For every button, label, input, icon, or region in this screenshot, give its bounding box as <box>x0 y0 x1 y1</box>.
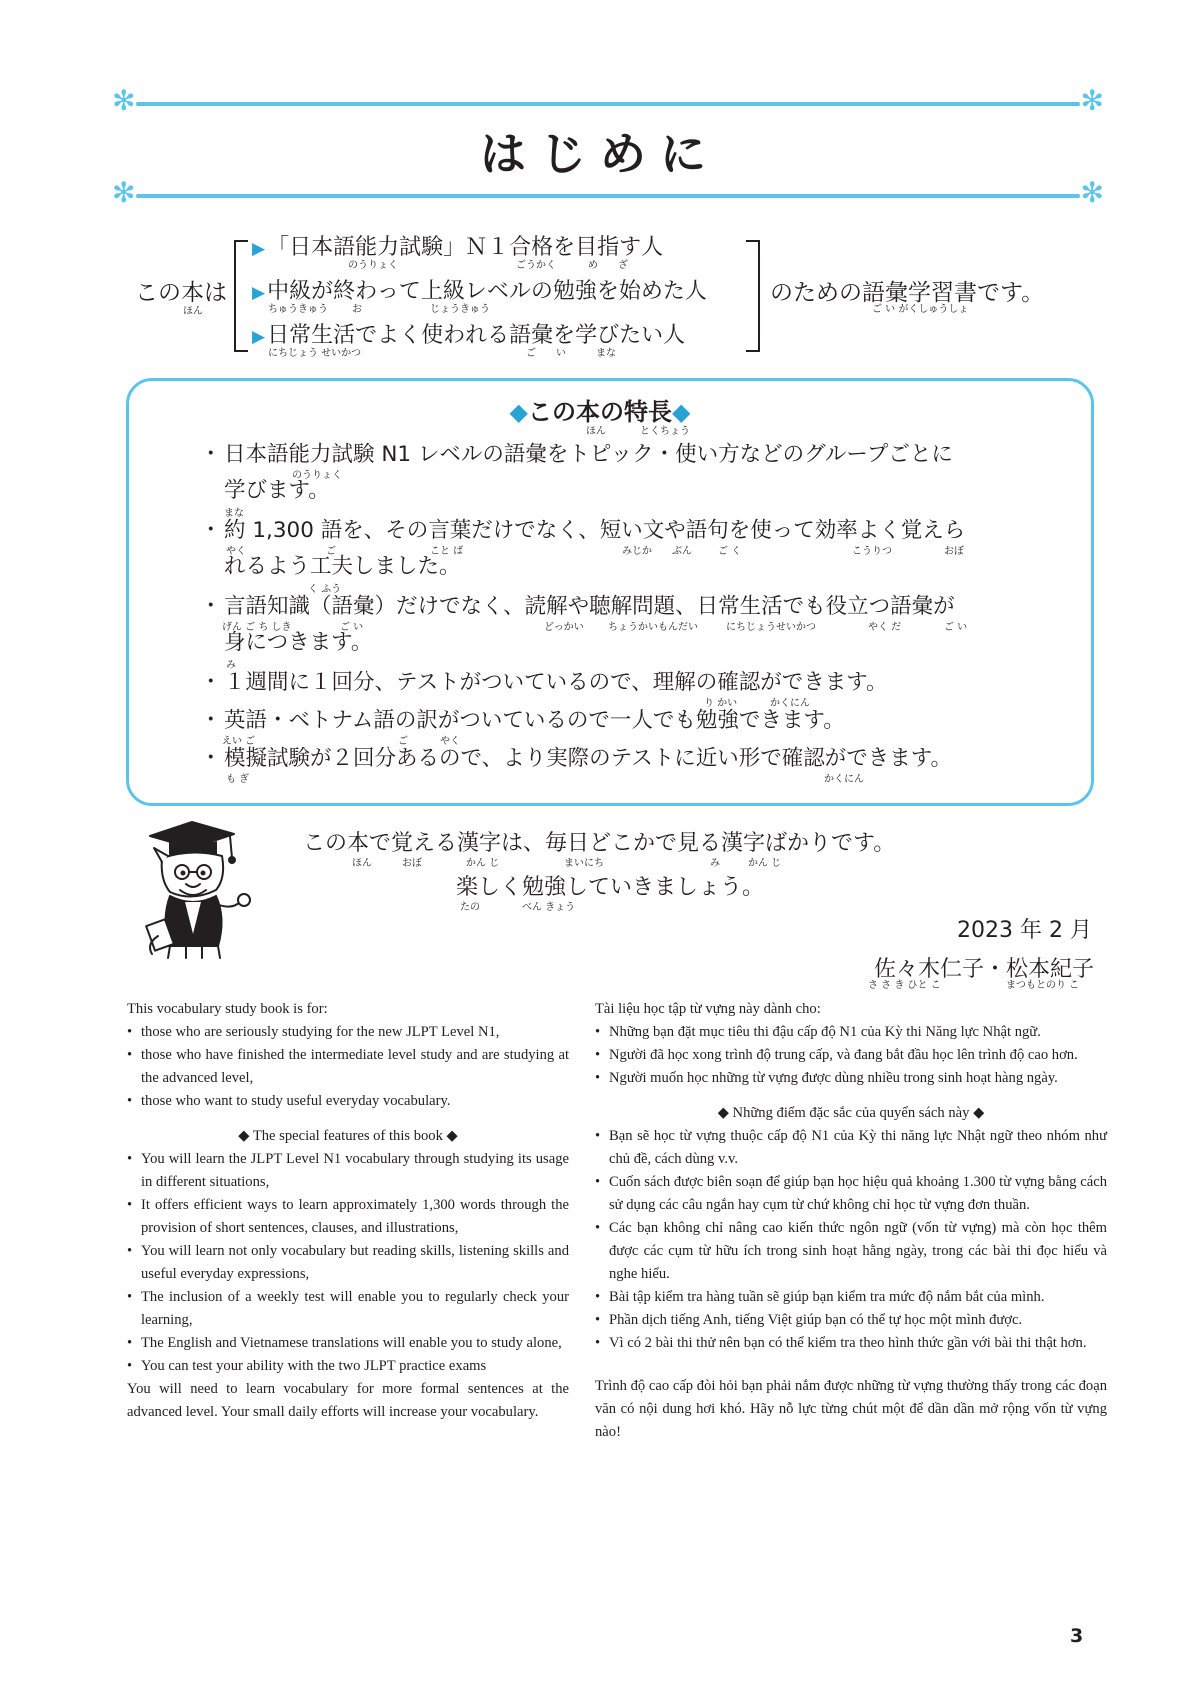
list-item: • Cuốn sách được biên soạn để giúp bạn học hiệu quả khoảng 1.300 từ vựng bằng cách sử dụng các câu ngắn hay cụm từ chứ không chỉ học từ vựng đơn thuần. <box>595 1171 1107 1217</box>
english-features-heading: ◆ The special features of this book ◆ <box>238 1128 458 1144</box>
ruby: ご <box>526 348 536 359</box>
ruby: どっかい <box>544 622 584 633</box>
ruby: ぶん <box>672 546 692 557</box>
flower-icon: ✻ <box>1080 176 1104 209</box>
date: 2023 年 2 月 <box>957 918 1092 943</box>
ruby: い <box>556 348 566 359</box>
vietnamese-features-heading: ◆ Những điểm đặc sắc của quyển sách này ◆ <box>717 1105 985 1121</box>
message-line-2: 楽しく勉強していきましょう。 <box>456 875 765 900</box>
list-item: • Vì có 2 bài thi thử nên bạn có thể kiểm tra theo hình thức gần với bài thi thật hơn. <box>595 1332 1107 1355</box>
ruby: やく <box>226 546 246 557</box>
audience-item: ▶中級が終わって上級レベルの勉強を始めた人 <box>252 279 707 304</box>
audience-tail: のための語彙学習書です。 <box>770 280 1045 306</box>
ruby: にちじょうせいかつ <box>726 622 816 633</box>
ruby: ご <box>326 546 336 557</box>
cat-professor-illustration <box>140 818 262 960</box>
ruby: ご い がくしゅうしょ <box>872 304 969 315</box>
list-item: • Người muốn học những từ vựng được dùng nhiều trong sinh hoạt hàng ngày. <box>595 1067 1107 1090</box>
left-bracket <box>234 240 248 352</box>
ruby: かくにん <box>770 698 810 709</box>
ruby: げん ご ち しき <box>222 622 292 633</box>
list-item: • those who want to study useful everyday vocabulary. <box>127 1090 569 1113</box>
list-item: • You will learn the JLPT Level N1 vocabulary through studying its usage in different situations, <box>127 1148 569 1194</box>
ruby: ごうかく <box>516 260 556 271</box>
ruby: えい ご <box>222 736 256 747</box>
diamond-icon: ◆ <box>509 398 528 426</box>
list-item: • Phần dịch tiếng Anh, tiếng Việt giúp bạn có thể tự học một mình được. <box>595 1309 1107 1332</box>
ruby: おぼ <box>944 546 964 557</box>
ruby: こと ば <box>430 546 464 557</box>
ruby: のうりょく <box>348 260 398 271</box>
ruby: み <box>226 660 236 671</box>
flower-icon: ✻ <box>112 176 136 209</box>
features-heading: ◆この本の特長◆ <box>509 398 691 426</box>
ruby: ちょうかいもんだい <box>608 622 698 633</box>
ruby: みじか <box>622 546 652 557</box>
ruby: かん じ <box>466 858 500 869</box>
list-item: • Bài tập kiểm tra hàng tuần sẽ giúp bạn kiểm tra mức độ nắm bắt của mình. <box>595 1286 1107 1309</box>
list-item: • It offers efficient ways to learn approximately 1,300 words through the provision of short sentences, clauses, and illustrations, <box>127 1194 569 1240</box>
authors: 佐々木仁子・松本紀子 <box>873 957 1094 982</box>
diamond-icon: ◆ <box>672 398 691 426</box>
ruby: まつもとのり こ <box>1006 980 1080 991</box>
list-item: • Các bạn không chỉ nâng cao kiến thức ngôn ngữ (vốn từ vựng) mà còn học thêm được các cụm từ hữu ích trong sinh hoạt hằng ngày, trong các bài thi đọc hiểu và nghe hiểu. <box>595 1217 1107 1286</box>
english-closing: You will need to learn vocabulary for more formal sentences at the advanced level. Your small daily efforts will increase your vocabulary. <box>127 1381 569 1420</box>
ruby: ご い <box>340 622 364 633</box>
list-item: • The inclusion of a weekly test will enable you to regularly check your learning, <box>127 1286 569 1332</box>
vietnamese-column <box>595 998 1107 1444</box>
ruby: まな <box>224 508 244 519</box>
top-divider <box>112 84 1104 117</box>
flower-icon: ✻ <box>1080 84 1104 117</box>
ruby: かくにん <box>824 774 864 785</box>
vietnamese-intro: Tài liệu học tập từ vựng này dành cho: <box>595 1001 821 1017</box>
ruby: まな <box>596 348 616 359</box>
message-line-1: この本で覚える漢字は、毎日どこかで見る漢字ばかりです。 <box>303 831 896 856</box>
audience-item: ▶「日本語能力試験」Ｎ１合格を目指す人 <box>252 235 664 260</box>
ruby: ご く <box>718 546 742 557</box>
english-column <box>127 998 569 1424</box>
ruby: にちじょう せいかつ <box>268 348 362 359</box>
ruby: く ふう <box>308 584 342 595</box>
ruby: やく <box>440 736 460 747</box>
ruby: ご <box>398 736 408 747</box>
list-item: • those who are seriously studying for the new JLPT Level N1, <box>127 1021 569 1044</box>
list-item: • You can test your ability with the two JLPT practice exams <box>127 1355 569 1378</box>
ruby: ざ <box>618 260 628 271</box>
audience-lead: この本は <box>135 280 227 306</box>
page-number: 3 <box>1070 1625 1084 1647</box>
list-item: • The English and Vietnamese translations will enable you to study alone, <box>127 1332 569 1355</box>
list-item: • Người đã học xong trình độ trung cấp, và đang bắt đầu học lên trình độ cao hơn. <box>595 1044 1107 1067</box>
ruby: ご い <box>944 622 968 633</box>
ruby: ほん <box>586 426 606 437</box>
list-item: • You will learn not only vocabulary but reading skills, listening skills and useful everyday expressions, <box>127 1240 569 1286</box>
triangle-icon: ▶ <box>252 239 266 259</box>
ruby: さ さ き ひと こ <box>868 980 941 991</box>
title-divider <box>112 176 1104 209</box>
ruby: ほん <box>352 858 372 869</box>
ruby: たの <box>460 902 480 913</box>
page-title: はじめに <box>480 127 720 181</box>
ruby: ちゅうきゅう <box>268 304 328 315</box>
ruby: こうりつ <box>852 546 892 557</box>
vietnamese-closing: Trình độ cao cấp đòi hỏi bạn phải nắm được những từ vựng thường thấy trong các đoạn văn có nội dung hơi khó. Hãy nỗ lực từng chút một để dần dần mở rộng vốn từ vựng nào! <box>595 1378 1107 1440</box>
ruby: のうりょく <box>292 470 342 481</box>
ruby: やく だ <box>868 622 902 633</box>
ruby: とくちょう <box>640 426 690 437</box>
list-item: • those who have finished the intermediate level study and are studying at the advanced level, <box>127 1044 569 1090</box>
list-item: • Bạn sẽ học từ vựng thuộc cấp độ N1 của Kỳ thi năng lực Nhật ngữ theo nhóm như chủ đề, cách dùng v.v. <box>595 1125 1107 1171</box>
ruby: ほん <box>183 306 203 317</box>
list-item: • Những bạn đặt mục tiêu thi đậu cấp độ N1 của Kỳ thi Năng lực Nhật ngữ. <box>595 1021 1107 1044</box>
english-intro: This vocabulary study book is for: <box>127 1001 328 1017</box>
ruby: かん じ <box>748 858 782 869</box>
right-bracket <box>746 240 760 352</box>
triangle-icon: ▶ <box>252 283 266 303</box>
triangle-icon: ▶ <box>252 327 266 347</box>
ruby: お <box>352 304 362 315</box>
ruby: み <box>710 858 720 869</box>
ruby: り かい <box>704 698 738 709</box>
ruby: も ぎ <box>226 774 250 785</box>
audience-item: ▶日常生活でよく使われる語彙を学びたい人 <box>252 323 686 348</box>
ruby: おぼ <box>402 858 422 869</box>
ruby: め <box>588 260 598 271</box>
flower-icon: ✻ <box>112 84 136 117</box>
ruby: まいにち <box>564 858 604 869</box>
ruby: べん きょう <box>522 902 576 913</box>
ruby: じょうきゅう <box>430 304 490 315</box>
